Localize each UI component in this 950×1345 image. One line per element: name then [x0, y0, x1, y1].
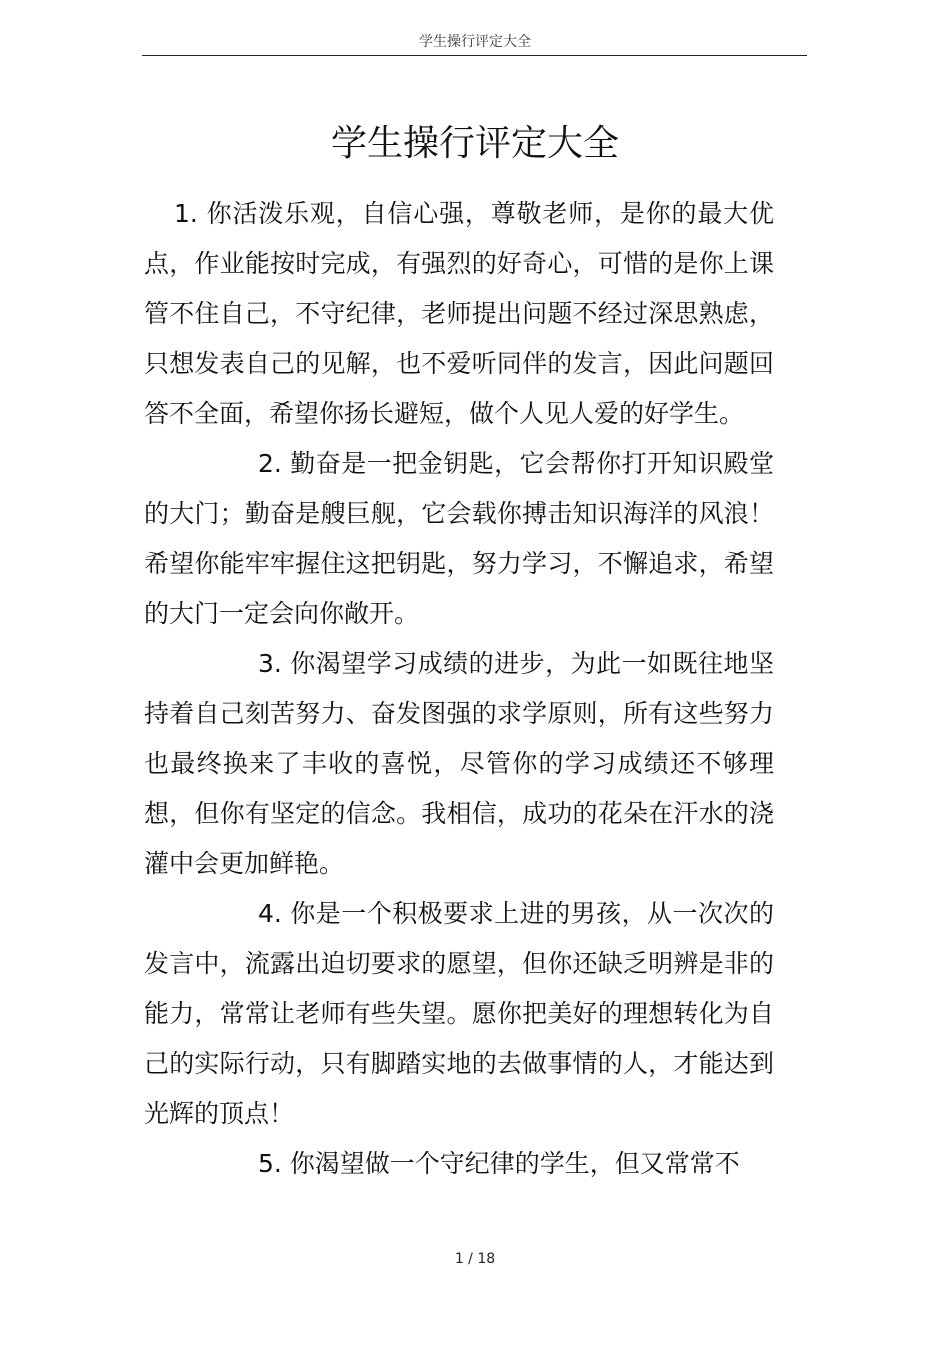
document-title: 学生操行评定大全 — [330, 123, 619, 164]
running-header: 学生操行评定大全 — [419, 34, 531, 50]
paragraph-2: 2. 勤奋是一把金钥匙，它会帮你打开知识殿堂的大门；勤奋是艘巨舰，它会载你搏击知识海洋的风浪！希望你能牢牢握住这把钥匙，努力学习，不懈追求，希望的大门一定会向你敞开。 — [144, 449, 774, 628]
paragraph-3: 3. 你渴望学习成绩的进步，为此一如既往地坚持着自己刻苦努力、奋发图强的求学原则，所有这些努力也最终换来了丰收的喜悦，尽管你的学习成绩还不够理想，但你有坚定的信念。我相信，成功的花朵在汗水的浇灌中会更加鲜艳。 — [144, 649, 774, 878]
paragraph-1: 1. 你活泼乐观，自信心强，尊敬老师，是你的最大优点，作业能按时完成，有强烈的好奇心，可惜的是你上课管不住自己，不守纪律，老师提出问题不经过深思熟虑，只想发表自己的见解，也不爱听同伴的发言，因此问题回答不全面，希望你扬长避短，做个人见人爱的好学生。 — [144, 199, 774, 428]
paragraph-5: 5. 你渴望做一个守纪律的学生，但又常常不 — [258, 1149, 740, 1178]
paragraph-4: 4. 你是一个积极要求上进的男孩，从一次次的发言中，流露出迫切要求的愿望，但你还缺乏明辨是非的能力，常常让老师有些失望。愿你把美好的理想转化为自己的实际行动，只有脚踏实地的去做事情的人，才能达到光辉的顶点！ — [144, 899, 774, 1128]
document-body — [144, 189, 774, 1189]
header-divider — [142, 55, 807, 56]
page-number: 1 / 18 — [454, 1251, 496, 1267]
